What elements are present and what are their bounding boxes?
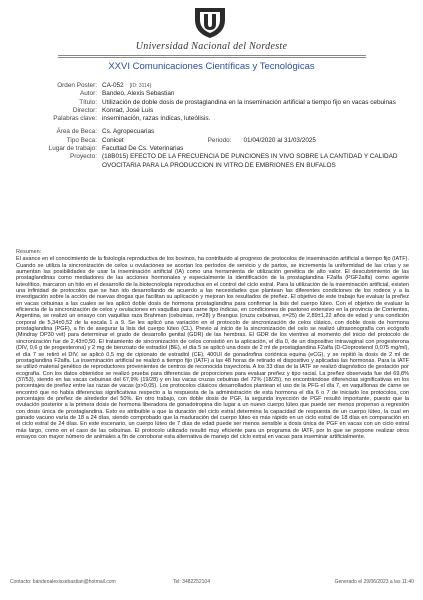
director-value: Konrad, José Luis	[102, 106, 154, 114]
titulo-label: Título:	[79, 98, 97, 106]
director-label: Director:	[72, 106, 97, 114]
autor-row	[16, 90, 408, 98]
resumen-text: El avance en el conocimiento de la fisiología reproductiva de los bovinos, ha contribuido al progreso de protocolos de inseminación artificial a tiempo fijo (IATF). Cuando se utiliza la sincronización de celos u ovulaciones se acortan los períodos de servicio y de partos, se incrementa la uniformidad de las crías y se aumentan las posibilidades de usar la inseminación artificial (IA) como una herramienta de utilización genética de alto valor. El descubrimiento de las prostaglandinas como mediadores de las acciones hormonales y especialmente la identificación de la prostaglandina F2alfa (PGF2alfa) como agente luteolítico, marcaron un hito en el desarrollo de la biotecnología reproductiva en el control del ciclo estral. Para la utilización de la inseminación artificial, existen una infinidad de protocolos que se han ido desarrollando de acuerdo a las necesidades que plantean las diferentes condiciones de los rodeos y a la investigación sobre la acción de nuevas drogas que facilitan su aplicación y mejoran los resultados de preñez. El objetivo de este trabajo fue evaluar la preñez en vacas cebuinas a las cuales se les aplicó doble dosis de hormona prostaglandina para confirmar la lisis del cuerpo lúteo. Con el objetivo de evaluar la eficiencia de la sincronización de celos y ovulaciones en vaquillas para carne tipo índicas, en condiciones de pastoreo extensivo en la provincia de Corrientes, Argentina, se realizó un ensayo con vaquillas raza Brahman (cebuinas, n=28) y Brangus (cruza cebuinas, n=25) de 2,89±1,22 años de edad y una condición corporal de 5,34±0,52 de la escala 1 a 9. Se les aplicó una variación en el protocolo de sincronización de celos clásico, con doble dosis de hormona prostaglandina (PGF), a fin de asegurar la lisis del cuerpo lúteo (CL). Previo al inicio de la sincronización del celo se realizó ultrasonografía con ecógrafo (Mindray DP30 vet) para determinar el grado de desarrollo genital (GDR) de las hembras. El GDR de los vientres al momento del inicio del protocolo de sincronización fue de 2,43±0,50. El tratamiento de sincronización de celos consistió en la aplicación, el día 0, de un dispositivo intravaginal con progesterona (DIV, 0,6 g de progesterona) y 2 mg de benzoato de estradiol (BE), el día 5 se aplicó una dosis de 2 ml de prostaglandina F2alfa (D-Cloprostenol 0,075 mg/ml), el día 7 se retiró el DIV, se aplicó 0,5 mg de cipionato de estradiol (CE), 400UI de gonadrofina coriónica equina (eCG), y se repitió la dosis de 2 ml de prostaglandina F2alfa. La inseminación artificial se realizó a tiempo fijo (IATF) a las 48 horas de retirado el dispositivo y aplicadas las hormonas. Para la IATF se utilizó material genético de reproductores provenientes de centros de reconocida trayectoria. A los 33 días de la IATF se realizó diagnóstico de gestación por ecografía. Con los datos obtenidos se realizó prueba para diferencias de proporciones para evaluar preñez y tipo racial. La preñez observada fue del 69,8% (37/53), siendo en las vacas cebuinas del 67,9% (19/28) y en las vacas cruzas cebuinas del 72% (18/25), no encontrándose diferencias significativas en los porcentajes de preñez entre las razas de vacas (p>0,05). Los protocolos clásicos desarrollados plantean el uso de la PFG el día 7, en vaquillonas de carne se encontró que no había diferencias significativas respecto a la respuesta de la administración de esta hormona el día 6 o 7 de iniciado los protocolos, con porcentajes de preñez de alrededor del 50%. En otro trabajo, con doble dosis de PGF, la segunda inyección de PGF resultó importante, puesto que la ovulación posterior a la primera dosis de hormona liberadora de gonadotropina dio lugar a un nuevo cuerpo lúteo que puede ser menos propenso a regresión con dosis única de prostaglandina. Esto es atribuible a que la duración del ciclo estral determina la capacidad de respuesta de un cuerpo lúteo, la cual en ganado vacuno varía de 18 a 24 días, siendo comprobado que la maduración del cuerpo lúteo es más rápido en un ciclo estral de 18 días en comparación en el ciclo estral de 24 días. En este escenario, un cuerpo lúteo de 7 días de edad puede ser menos sensible a dosis única de PGF en vacas con un ciclo estral más largo, como en el caso de las cebuinas. El protocolo utilizado resultó muy eficiente para un programa de IATF, por lo que se propone realizar otros ensayos con mayor número de animales a fin de corroborar esta alternativa de manejo del ciclo estral en vacas para inseminar artificialmente.	[16, 256, 409, 440]
palabras-value: inseminación, razas índicas, luteólisis.	[102, 115, 211, 123]
orden-value	[102, 82, 408, 90]
area-label: Área de Beca:	[56, 128, 97, 136]
titulo-value: Utilización de doble dosis de prostaglandina en la inseminación artificial a tiempo fijo en vacas cebuinas	[102, 98, 396, 106]
area-row	[16, 128, 408, 136]
periodo-label: Periodo:	[207, 136, 232, 144]
footer-generated: Generado el 29/06/2023 a las 11:40	[334, 579, 414, 585]
palabras-row	[16, 115, 408, 123]
tipo-beca-value: Conicet	[102, 136, 124, 144]
titulo-row	[16, 99, 408, 107]
tipo-label: Tipo Beca:	[66, 136, 97, 144]
orden-label: Orden Poster:	[57, 82, 97, 89]
orden-code: CA-052	[102, 82, 124, 89]
autor-value: Bandeo, Alexis Sebastian	[102, 90, 175, 98]
proyecto-label: Proyecto:	[70, 153, 97, 161]
header-divider	[58, 55, 366, 56]
header-divider	[58, 57, 366, 58]
director-row	[16, 107, 408, 115]
resumen-label: Resumen:	[16, 249, 42, 255]
university-name: Universidad Nacional del Nordeste	[135, 41, 288, 52]
proyecto-value: (18B015) EFECTO DE LA FRECUENCIA DE PUNCIONES IN VIVO SOBRE LA CANTIDAD Y CALIDAD OVOCITARIA PARA LA PRODUCCION IN VITRO DE EMBRIONES EN BUFALOS	[102, 153, 398, 169]
tipo-row	[16, 137, 408, 145]
lugar-label: Lugar de trabajo:	[48, 145, 97, 153]
footer-contact: Contacto: bandeoalexissebastian@hotmail.com	[10, 579, 116, 585]
tipo-value	[102, 137, 408, 145]
area-value: Cs. Agropecuarias	[102, 128, 155, 136]
orden-id: [ID: 3114]	[129, 83, 151, 89]
lugar-row	[16, 145, 408, 153]
page-heading: XXVI Comunicaciones Científicas y Tecnológicas	[108, 61, 315, 72]
metadata-block	[16, 82, 408, 170]
abstract-block	[16, 249, 409, 440]
proyecto-row	[16, 153, 408, 170]
autor-label: Autor:	[79, 90, 97, 98]
periodo	[208, 137, 316, 145]
university-logo-icon	[191, 6, 229, 40]
palabras-label: Palabras clave:	[53, 115, 97, 123]
orden-row	[16, 82, 408, 90]
lugar-value: Facultad De Cs. Veterinarias	[102, 145, 184, 153]
periodo-value: 01/04/2020 al 31/03/2025	[243, 136, 316, 144]
footer-phone: Tel: 3482252104	[173, 579, 210, 585]
